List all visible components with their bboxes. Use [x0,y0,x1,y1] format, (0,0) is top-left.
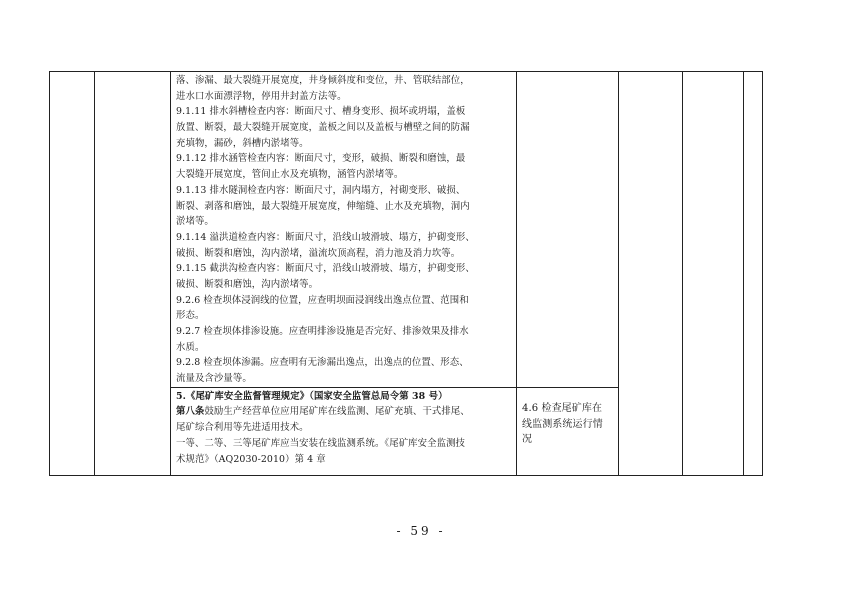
text-line: 9.2.6 检查坝体浸润线的位置，应查明坝面浸润线出逸点位置、范围和 [176,294,469,306]
section-title: 5.《尾矿库安全监督管理规定》（国家安全监管总局令第 38 号） [176,390,448,402]
text-line: 9.1.12 排水涵管检查内容：断面尺寸，变形，破损、断裂和磨蚀，最 [176,153,466,165]
text-line: 尾矿综合利用等先进适用技术。 [176,422,309,434]
text-line: 9.1.14 溢洪道检查内容：断面尺寸，沿线山坡滑坡、塌方，护砌变形、 [176,231,475,243]
text-line: 破损、断裂和磨蚀，沟内淤堵，溢流坎顶高程，消力池及消力坎等。 [176,247,461,259]
text-line: 充填物，漏砂，斜槽内淤堵等。 [176,137,309,149]
regulation-text-block-2 [171,388,516,467]
text-line: 破损、断裂和磨蚀，沟内淤堵等。 [176,278,319,290]
text-line: 线监测系统运行情 [522,418,603,430]
text-line: 9.1.15 截洪沟检查内容：断面尺寸，沿线山坡滑坡、塌方，护砌变形、 [176,263,475,275]
text-line: 断裂、剥落和磨蚀，最大裂缝开展宽度，伸缩缝、止水及充填物，洞内 [176,200,470,212]
remark-cell [683,72,744,476]
text-line: 术规范》（AQ2030-2010）第 4 章 [176,453,326,465]
text-line: 一等、二等、三等尾矿库应当安装在线监测系统。《尾矿库安全监测技 [176,437,466,449]
article-label: 第八条 [176,406,205,418]
text-line: 9.2.8 检查坝体渗漏。应查明有无渗漏出逸点，出逸点的位置、形态、 [176,357,469,369]
regulation-cell-part2 [171,387,517,475]
article-line [176,404,512,420]
text-line: 9.1.13 排水隧洞检查内容：断面尺寸，洞内塌方，衬砌变形、破损、 [176,184,466,196]
text-line: 况 [522,434,533,446]
index-cell [50,72,95,476]
text-line: 形态。 [176,310,205,322]
inspection-item-cell [517,387,619,475]
text-line: 流量及含沙量等。 [176,373,252,385]
regulation-cell-part1 [171,72,517,388]
text-line: 9.1.11 排水斜槽检查内容：断面尺寸、槽身变形、损坏或坍塌，盖板 [176,106,466,118]
article-text: 鼓励生产经营单位应用尾矿库在线监测、尾矿充填、干式排尾、 [204,406,470,418]
text-line: 9.2.7 检查坝体排渗设施。应查明排渗设施是否完好、排渗效果及排水 [176,326,469,337]
result-cell [619,72,683,476]
text-line: 淤堵等。 [176,216,214,228]
category-cell [95,72,171,476]
extra-cell [744,72,763,476]
article-continuation [176,420,512,467]
text-line: 水质。 [176,341,205,353]
page-number: - 59 - [396,524,446,538]
text-line: 进水口水面漂浮物，停用井封盖方法等。 [176,90,347,102]
empty-item-cell [517,72,619,388]
inspection-item-text [517,388,618,448]
regulation-text-block [171,72,516,387]
text-line: 落、渗漏、最大裂缝开展宽度，井身倾斜度和变位，井、管联结部位， [176,75,470,86]
text-line: 4.6 检查尾矿库在 [522,402,603,414]
text-line: 大裂缝开展宽度，管间止水及充填物，涵管内淤堵等。 [176,169,404,181]
text-line: 放置、断裂，最大裂缝开展宽度，盖板之间以及盖板与槽壁之间的防漏 [176,122,470,134]
regulation-table [49,71,763,476]
table-row [50,72,763,388]
